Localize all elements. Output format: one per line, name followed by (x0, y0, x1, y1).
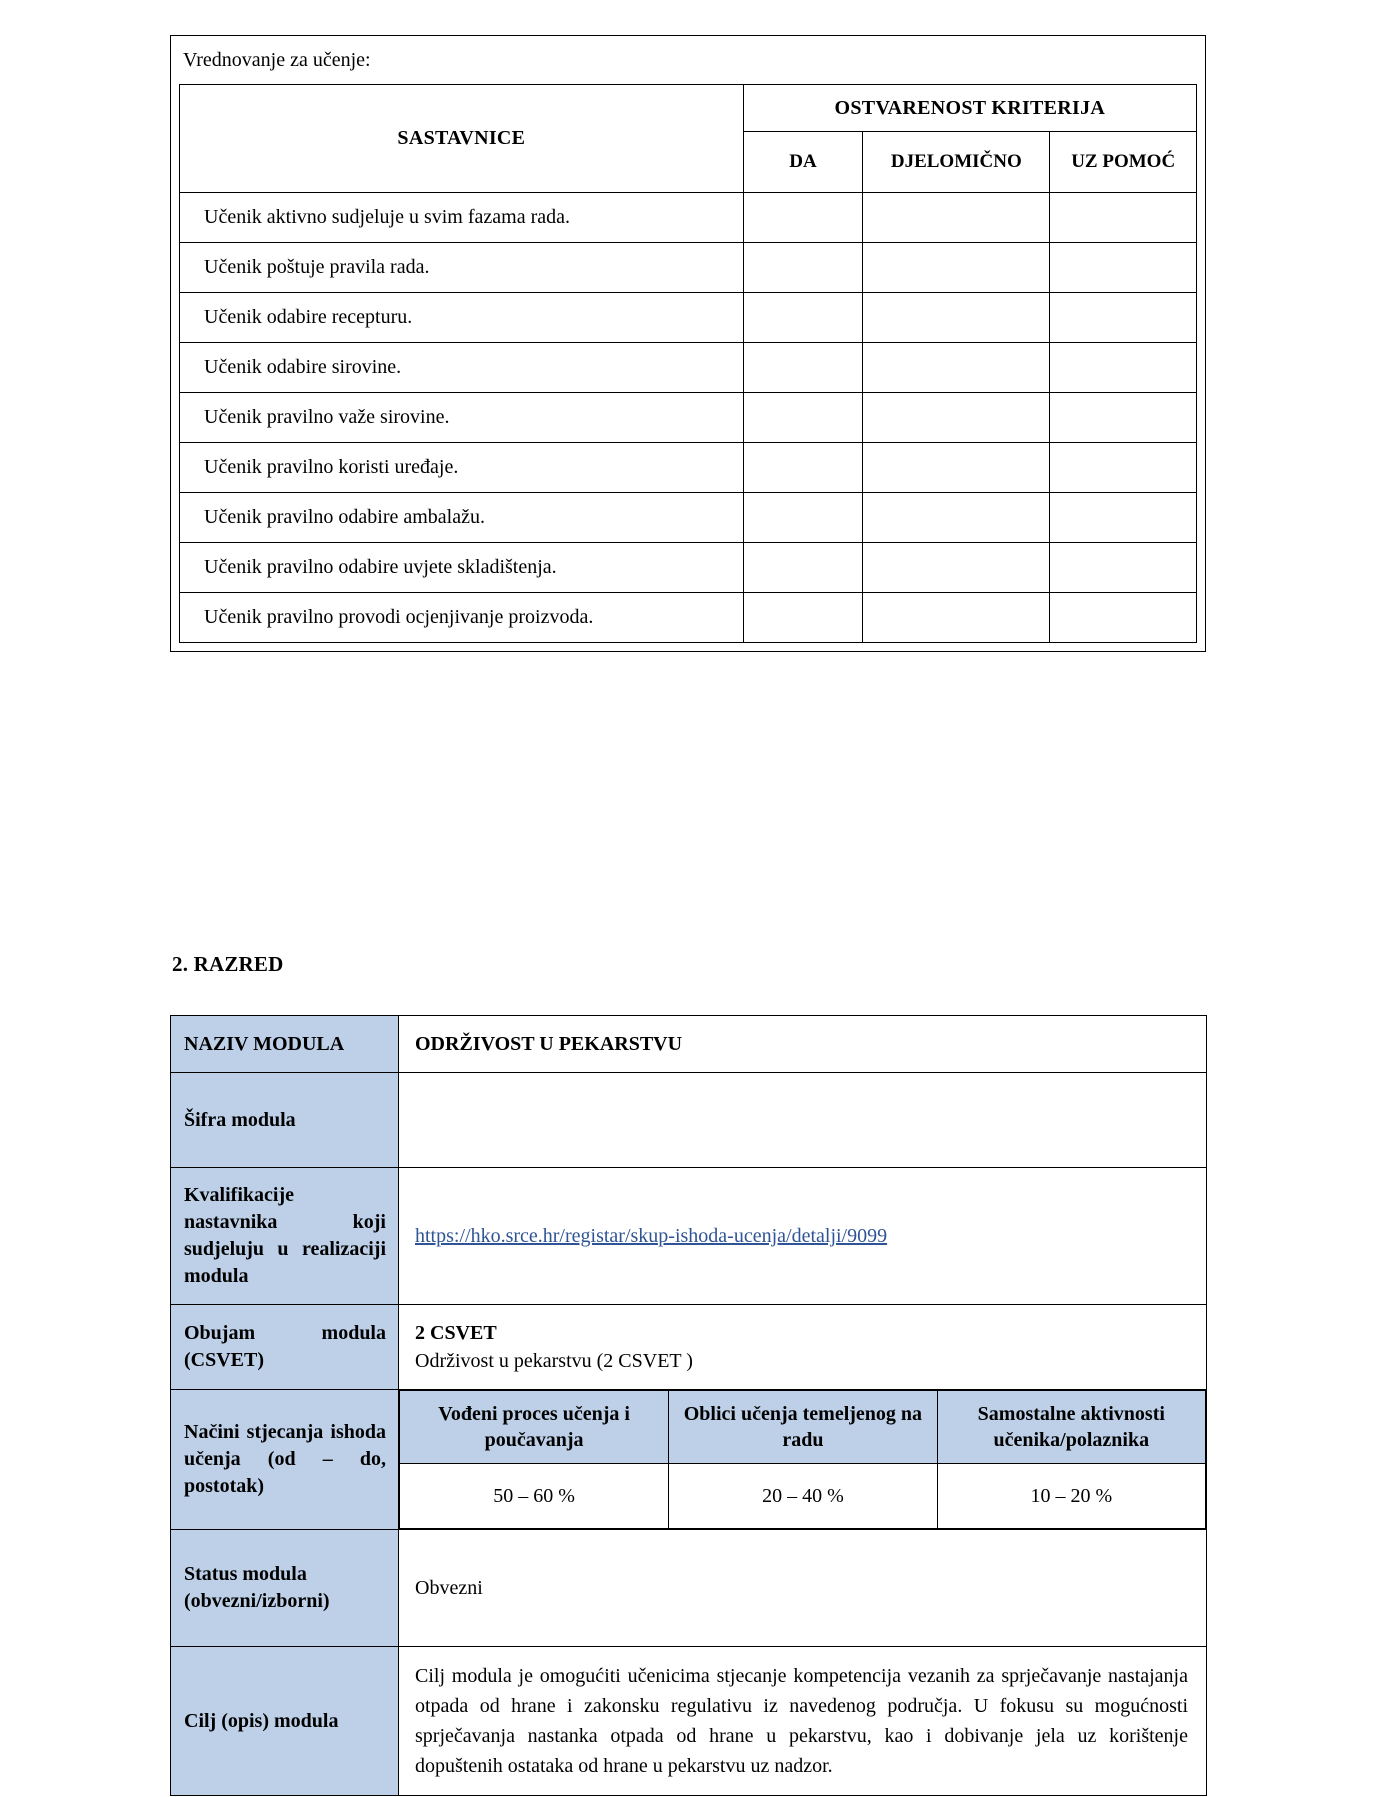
mark-cell-da[interactable] (743, 443, 863, 493)
row-label-cilj-modula: Cilj (opis) modula (171, 1647, 399, 1796)
hko-registry-link[interactable]: https://hko.srce.hr/registar/skup-ishoda-ucenja/detalji/9099 (415, 1225, 888, 1247)
mark-cell-djelomicno[interactable] (863, 293, 1050, 343)
column-header-sastavnice: SASTAVNICE (180, 85, 744, 193)
criterion-text: Učenik poštuje pravila rada. (180, 243, 744, 293)
row-value-sifra-modula[interactable] (399, 1073, 1207, 1168)
table-row-naziv-modula (171, 1016, 1207, 1073)
vertical-spacer (0, 977, 1386, 1015)
table-row (180, 243, 1197, 293)
mark-cell-uz-pomoc[interactable] (1050, 443, 1197, 493)
mark-cell-da[interactable] (743, 243, 863, 293)
obujam-csvet-detail: Održivost u pekarstvu (2 CSVET ) (415, 1350, 693, 1372)
table-header-row (180, 85, 1197, 132)
criterion-text: Učenik pravilno provodi ocjenjivanje proizvoda. (180, 593, 744, 643)
mark-cell-da[interactable] (743, 593, 863, 643)
mark-cell-da[interactable] (743, 293, 863, 343)
column-header-da: DA (743, 132, 863, 193)
nacini-values-row (400, 1464, 1206, 1529)
row-label-status-modula: Status modula (obvezni/izborni) (171, 1530, 399, 1647)
table-row (180, 493, 1197, 543)
table-row-status-modula (171, 1530, 1207, 1647)
table-row-cilj-modula (171, 1647, 1207, 1796)
row-label-obujam: Obujam modula (CSVET) (171, 1305, 399, 1390)
criterion-text: Učenik pravilno odabire uvjete skladištenja. (180, 543, 744, 593)
mark-cell-djelomicno[interactable] (863, 243, 1050, 293)
row-value-status-modula: Obvezni (399, 1530, 1207, 1647)
mark-cell-uz-pomoc[interactable] (1050, 593, 1197, 643)
page-title: 2. RAZRED (172, 952, 284, 976)
row-label-sifra-modula: Šifra modula (171, 1073, 399, 1168)
table-row-nacini-stjecanja (171, 1390, 1207, 1530)
table-row (180, 543, 1197, 593)
nacini-header-samostalne: Samostalne aktivnosti učenika/polaznika (937, 1391, 1205, 1464)
column-header-ostvarenost: OSTVARENOST KRITERIJA (743, 85, 1196, 132)
mark-cell-djelomicno[interactable] (863, 593, 1050, 643)
table-row (180, 593, 1197, 643)
column-header-djelomicno: DJELOMIČNO (863, 132, 1050, 193)
row-label-kvalifikacije: Kvalifikacije nastavnika koji sudjeluju u realizaciji modula (171, 1168, 399, 1305)
row-label-naziv-modula: NAZIV MODULA (171, 1016, 399, 1073)
mark-cell-da[interactable] (743, 543, 863, 593)
mark-cell-djelomicno[interactable] (863, 343, 1050, 393)
nacini-header-row (400, 1391, 1206, 1464)
mark-cell-uz-pomoc[interactable] (1050, 243, 1197, 293)
evaluation-table-block (170, 35, 1206, 652)
mark-cell-uz-pomoc[interactable] (1050, 543, 1197, 593)
mark-cell-da[interactable] (743, 193, 863, 243)
row-label-nacini-stjecanja: Načini stjecanja ishoda učenja (od – do, postotak) (171, 1390, 399, 1530)
mark-cell-djelomicno[interactable] (863, 443, 1050, 493)
row-value-naziv-modula: ODRŽIVOST U PEKARSTVU (399, 1016, 1207, 1073)
row-value-obujam (399, 1305, 1207, 1390)
mark-cell-uz-pomoc[interactable] (1050, 293, 1197, 343)
nacini-header-oblici: Oblici učenja temeljenog na radu (669, 1391, 937, 1464)
criterion-text: Učenik aktivno sudjeluje u svim fazama rada. (180, 193, 744, 243)
row-value-cilj-modula: Cilj modula je omogućiti učenicima stjecanje kompetencija vezanih za sprječavanje nastajanja otpada od hrane i zakonsku regulativu iz navedenog područja. U fokusu su mogućnosti sprječavanja nastanka otpada od hrane u pekarstvu, kao i dobivanje jela uz korištenje dopuštenih ostataka od hrane u pekarstvu uz nadzor. (399, 1647, 1207, 1796)
criterion-text: Učenik pravilno koristi uređaje. (180, 443, 744, 493)
mark-cell-da[interactable] (743, 493, 863, 543)
table-row (180, 393, 1197, 443)
criterion-text: Učenik pravilno važe sirovine. (180, 393, 744, 443)
nacini-header-vodeni: Vođeni proces učenja i poučavanja (400, 1391, 669, 1464)
mark-cell-da[interactable] (743, 393, 863, 443)
nacini-value-samostalne: 10 – 20 % (937, 1464, 1205, 1529)
criterion-text: Učenik pravilno odabire ambalažu. (180, 493, 744, 543)
evaluation-table (179, 84, 1197, 643)
table-row (180, 443, 1197, 493)
nacini-value-oblici: 20 – 40 % (669, 1464, 937, 1529)
mark-cell-da[interactable] (743, 343, 863, 393)
table-row-sifra-modula (171, 1073, 1207, 1168)
obujam-csvet-total: 2 CSVET (415, 1322, 497, 1344)
evaluation-title: Vrednovanje za učenje: (183, 49, 371, 71)
table-row (180, 293, 1197, 343)
row-value-nacini-stjecanja (399, 1390, 1207, 1530)
mark-cell-uz-pomoc[interactable] (1050, 493, 1197, 543)
table-row-kvalifikacije (171, 1168, 1207, 1305)
nacini-table (399, 1390, 1206, 1529)
table-row-obujam (171, 1305, 1207, 1390)
table-row (180, 193, 1197, 243)
criterion-text: Učenik odabire recepturu. (180, 293, 744, 343)
mark-cell-djelomicno[interactable] (863, 193, 1050, 243)
mark-cell-uz-pomoc[interactable] (1050, 393, 1197, 443)
mark-cell-djelomicno[interactable] (863, 393, 1050, 443)
column-header-uz-pomoc: UZ POMOĆ (1050, 132, 1197, 193)
table-row (180, 343, 1197, 393)
mark-cell-uz-pomoc[interactable] (1050, 193, 1197, 243)
mark-cell-djelomicno[interactable] (863, 543, 1050, 593)
criterion-text: Učenik odabire sirovine. (180, 343, 744, 393)
mark-cell-djelomicno[interactable] (863, 493, 1050, 543)
nacini-value-vodeni: 50 – 60 % (400, 1464, 669, 1529)
mark-cell-uz-pomoc[interactable] (1050, 343, 1197, 393)
module-table (170, 1015, 1207, 1796)
row-value-kvalifikacije (399, 1168, 1207, 1305)
vertical-spacer (0, 652, 1386, 952)
